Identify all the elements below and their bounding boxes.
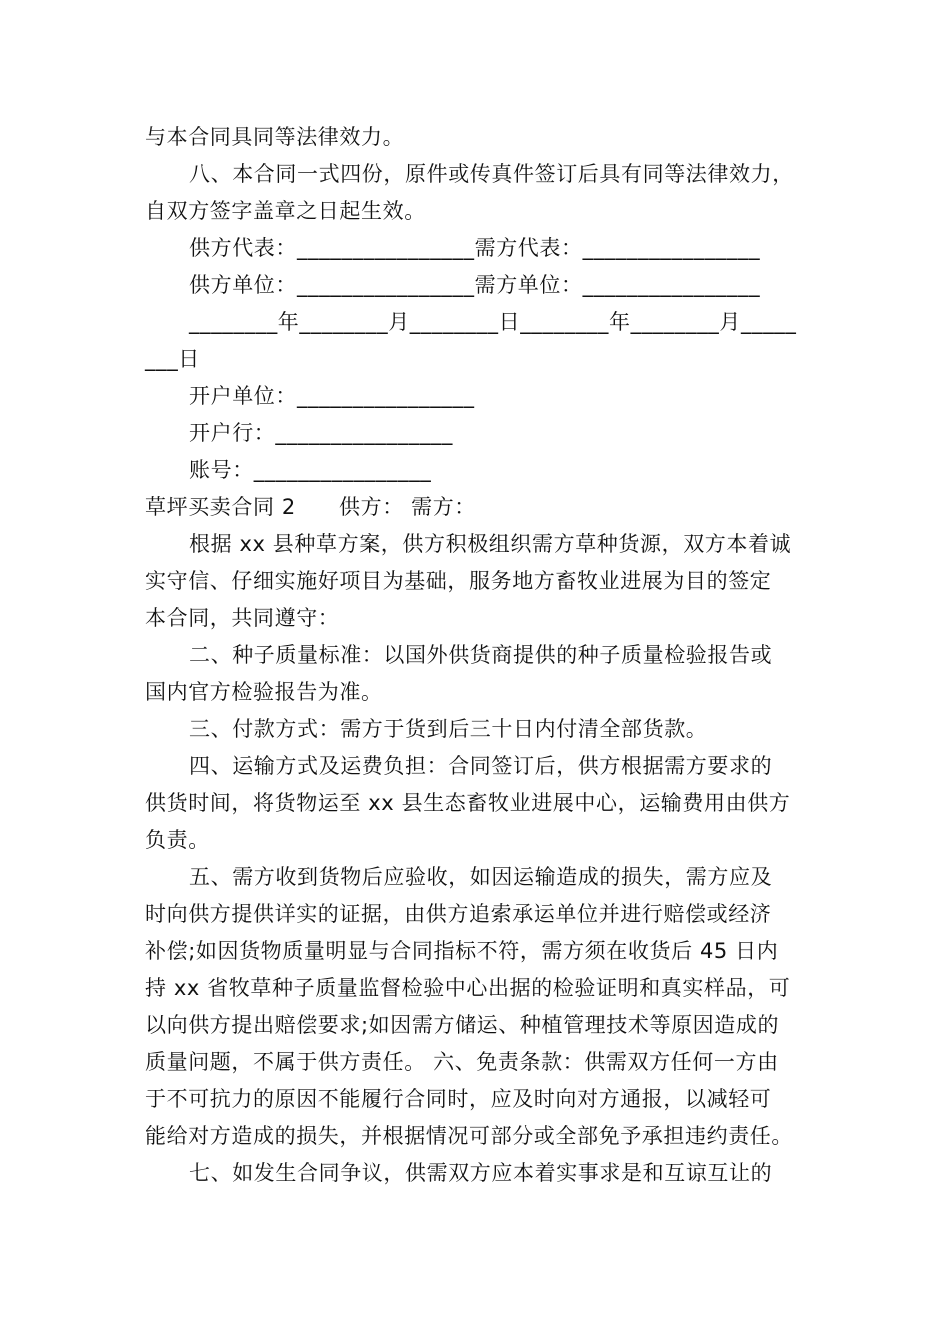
contract-text-line: 于不可抗力的原因不能履行合同时，应及时向对方通报，以减轻可 [145, 1087, 772, 1111]
contract-text-line: 供货时间，将货物运至 xx 县生态畜牧业进展中心，运输费用由供方 [145, 791, 791, 815]
contract-text-line: 实守信、仔细实施好项目为基础，服务地方畜牧业进展为目的签定 [145, 569, 772, 593]
contract-text-line: 能给对方造成的损失，并根据情况可部分或全部免予承担违约责任。 [145, 1124, 793, 1148]
contract-text-line: 补偿;如因货物质量明显与合同指标不符，需方须在收货后 45 日内 [145, 939, 779, 963]
contract-heading: 草坪买卖合同 2 供方： 需方： [145, 495, 476, 519]
bank-account-unit-line: 开户单位：________________ [189, 384, 475, 408]
contract-clause-7: 七、如发生合同争议，供需双方应本着实事求是和互谅互让的 [189, 1161, 773, 1185]
contract-clause-4: 四、运输方式及运费负担：合同签订后，供方根据需方要求的 [189, 754, 773, 778]
account-number-line: 账号：________________ [189, 458, 432, 482]
contract-clause-2: 二、种子质量标准：以国外供货商提供的种子质量检验报告或 [189, 643, 773, 667]
contract-text-line: 以向供方提出赔偿要求;如因需方储运、种植管理技术等原因造成的 [145, 1013, 780, 1037]
contract-text-line: 本合同，共同遵守： [145, 606, 340, 630]
contract-text-line: 自双方签字盖章之日起生效。 [145, 199, 426, 223]
signature-date-line-continued: ___日 [145, 347, 200, 371]
bank-name-line: 开户行：________________ [189, 421, 453, 445]
contract-text-line: 根据 xx 县种草方案，供方积极组织需方草种货源，双方本着诚 [189, 532, 792, 556]
contract-text-line: 负责。 [145, 828, 210, 852]
signature-representative-line: 供方代表：________________需方代表：________________ [189, 236, 761, 260]
contract-clause-8: 八、本合同一式四份，原件或传真件签订后具有同等法律效力， [189, 162, 794, 186]
contract-text-line: 国内官方检验报告为准。 [145, 680, 383, 704]
contract-text-line: 与本合同具同等法律效力。 [145, 125, 405, 149]
contract-text-line: 持 xx 省牧草种子质量监督检验中心出据的检验证明和真实样品，可 [145, 976, 791, 1000]
signature-unit-line: 供方单位：________________需方单位：________________ [189, 273, 761, 297]
contract-text-line: 时向供方提供详实的证据，由供方追索承运单位并进行赔偿或经济 [145, 902, 772, 926]
contract-clause-3: 三、付款方式：需方于货到后三十日内付清全部货款。 [189, 717, 708, 741]
signature-date-line: ________年________月________日________年________月_____ [189, 310, 797, 334]
contract-text-line: 质量问题，不属于供方责任。 六、免责条款：供需双方任何一方由 [145, 1050, 779, 1074]
contract-clause-5: 五、需方收到货物后应验收，如因运输造成的损失，需方应及 [189, 865, 773, 889]
